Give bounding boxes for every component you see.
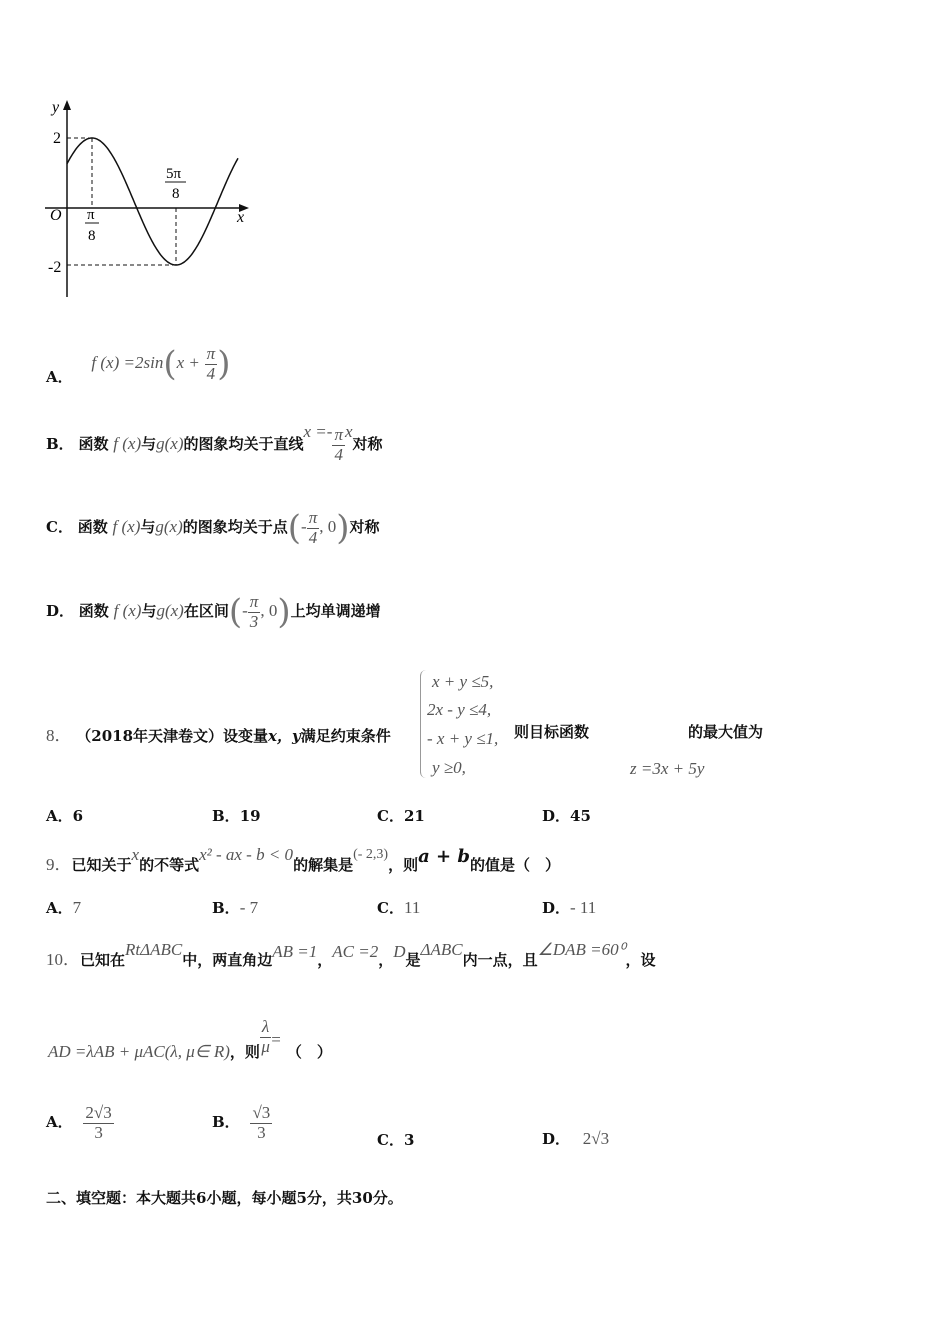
option-label: C． — [46, 518, 73, 536]
text: （ ） — [286, 1043, 332, 1062]
q8-option-b[interactable] — [212, 805, 261, 826]
option-label: C． — [377, 899, 404, 917]
option-label: B． — [212, 1113, 240, 1132]
option-label: C． — [377, 1131, 404, 1149]
q8-option-a[interactable] — [46, 805, 83, 826]
option-value: 7 — [72, 898, 82, 917]
frac-num: π — [206, 343, 216, 363]
frac-num: 2√3 — [85, 1103, 112, 1122]
x2-num: 5π — [166, 166, 182, 182]
option-value: 6 — [72, 807, 84, 825]
q10-option-c[interactable] — [377, 1129, 414, 1150]
x2-den: 8 — [172, 186, 180, 202]
option-value: 2√3 — [582, 1129, 610, 1148]
y-max-label: 2 — [53, 130, 61, 147]
frac-num: √3 — [252, 1103, 271, 1122]
q9-option-b[interactable] — [212, 897, 258, 918]
expr: x — [131, 845, 140, 864]
option-label: A． — [46, 899, 73, 917]
expr: AC =2 — [332, 942, 379, 961]
expr: a + b — [418, 846, 470, 867]
option-label: B． — [212, 899, 240, 917]
text: 与 — [140, 518, 156, 536]
y-label: y — [52, 99, 60, 116]
text: 已知在 — [80, 951, 126, 969]
text: 的图象均关于直线 — [183, 435, 304, 454]
text: 函数 — [77, 518, 108, 536]
text: 对称 — [352, 435, 383, 454]
text: 的不等式 — [139, 856, 200, 874]
expr: x — [344, 422, 353, 442]
sine-graph — [0, 0, 300, 320]
q7-option-a[interactable]: A． f (x) =2sin(x + $\frac{\pi}{4}$ ) — [46, 343, 231, 386]
frac-num: π — [334, 425, 343, 444]
q10-option-b[interactable] — [212, 1104, 272, 1142]
frac-den: 4 — [334, 444, 343, 464]
constraint: x + y ≤5, — [432, 672, 494, 691]
text: 函数 — [78, 602, 109, 620]
question-number: 9． — [46, 855, 72, 874]
source: （2018年天津卷文） — [76, 727, 224, 745]
text: ， — [378, 951, 394, 969]
option-label: D． — [542, 807, 571, 825]
q7-option-c[interactable]: C． 函数 f (x)与g(x)的图象均关于点(- $\frac{\pi}{4}$ , 0)对称 — [46, 507, 380, 548]
expr: f (x) — [112, 517, 141, 536]
text: ，设 — [625, 951, 656, 969]
q8-stem — [46, 721, 391, 746]
text: 内一点，且 — [462, 951, 538, 969]
text: 设变量 — [223, 727, 269, 745]
question-number: 10． — [46, 950, 80, 969]
text: 的值是（ ） — [469, 856, 560, 874]
text: 对称 — [349, 518, 380, 536]
q9-option-a[interactable] — [46, 897, 81, 918]
constraint: 2x - y ≤4, — [427, 700, 492, 719]
y-axis-arrow — [63, 100, 71, 110]
option-label: A． — [46, 368, 73, 386]
expr: g(x) — [155, 517, 183, 536]
origin-label: O — [50, 207, 62, 224]
q9-option-c[interactable] — [377, 897, 420, 918]
frac-num: π — [308, 507, 318, 527]
brace — [420, 670, 429, 778]
y-min-label: -2 — [48, 259, 62, 276]
expr: ΔABC — [420, 940, 463, 959]
text: ， — [317, 951, 333, 969]
constraint: - x + y ≤1, — [427, 729, 499, 748]
text: 与 — [141, 435, 157, 454]
text: ，则 — [229, 1043, 260, 1062]
expr: x =- — [303, 422, 333, 442]
frac-den: 3 — [94, 1122, 103, 1142]
expr: , 0 — [319, 517, 337, 536]
text: 上均单调递增 — [290, 602, 381, 620]
text: 中，两直角边 — [182, 951, 273, 969]
option-value: 45 — [570, 807, 591, 825]
text: 则目标函数 — [514, 723, 590, 741]
frac-num: π — [249, 591, 259, 611]
question-number: 8． — [46, 726, 72, 745]
text: 满足约束条件 — [300, 727, 391, 745]
q10-stem-line2 — [48, 1017, 332, 1062]
frac-num: λ — [261, 1017, 270, 1036]
text: 在区间 — [183, 602, 229, 620]
expr: - — [242, 601, 248, 620]
option-label: D． — [542, 1130, 571, 1148]
sine-curve — [67, 138, 238, 265]
expr: AD =λAB + μAC(λ, μ∈ R) — [48, 1042, 230, 1062]
expr: f (x) — [113, 601, 142, 620]
text: ，则 — [388, 856, 419, 874]
text: 是 — [405, 951, 421, 969]
frac-den: 3 — [249, 611, 259, 631]
frac-den: 3 — [257, 1122, 266, 1142]
text: 的图象均关于点 — [182, 518, 288, 536]
option-label: B． — [46, 435, 74, 454]
q7-option-d[interactable]: D． 函数 f (x)与g(x)在区间(- $\frac{\pi}{3}$ , 0)上均单调递增 — [46, 591, 381, 632]
x-label: x — [237, 209, 245, 226]
q10-stem — [46, 940, 656, 970]
section-heading: 二、填空题：本大题共6小题，每小题5分，共30分。 — [46, 1189, 403, 1207]
text: 的解集是 — [293, 856, 354, 874]
expr: , 0 — [260, 601, 278, 620]
frac-den: 4 — [206, 363, 216, 383]
x1-num: π — [87, 207, 95, 223]
q10-option-a[interactable] — [46, 1104, 114, 1142]
option-label: D． — [46, 602, 75, 620]
expr: f (x) — [113, 434, 142, 454]
expr: x + — [176, 353, 200, 372]
q7-option-b[interactable] — [46, 422, 383, 464]
option-label: C． — [377, 807, 404, 825]
expr: g(x) — [156, 434, 184, 454]
expr: D — [393, 942, 406, 961]
expr: ∠DAB =60⁰ — [537, 940, 626, 959]
q10-option-d[interactable] — [542, 1128, 609, 1149]
q9-option-d[interactable] — [542, 897, 596, 918]
expr: - — [301, 517, 307, 536]
frac-den: μ — [261, 1036, 270, 1056]
objective: z =3x + 5y — [630, 759, 705, 778]
text: x，y — [268, 727, 301, 745]
expr: = — [271, 1030, 281, 1050]
expr: AB =1 — [272, 942, 318, 961]
option-value: 11 — [403, 898, 421, 917]
expr: RtΔABC — [125, 940, 183, 959]
frac-den: 4 — [308, 527, 318, 547]
option-label: B． — [212, 807, 240, 825]
expr: (- 2,3) — [353, 847, 389, 862]
q9-stem — [46, 845, 560, 875]
q8-option-d[interactable] — [542, 805, 591, 826]
option-value: 21 — [403, 807, 425, 825]
option-value: - 7 — [239, 898, 259, 917]
option-value: 19 — [239, 807, 261, 825]
option-value: 3 — [403, 1131, 415, 1149]
expr: g(x) — [156, 601, 184, 620]
option-label: A． — [46, 807, 73, 825]
constraint: y ≥0, — [432, 758, 466, 777]
q8-option-c[interactable] — [377, 805, 425, 826]
option-label: D． — [542, 899, 571, 917]
text: 与 — [141, 602, 157, 620]
expr: f (x) =2sin — [91, 353, 164, 372]
x1-den: 8 — [88, 228, 96, 244]
text: 已知关于 — [71, 856, 132, 874]
option-value: - 11 — [570, 898, 597, 917]
expr: x² - ax - b < 0 — [199, 845, 294, 864]
text: 的最大值为 — [688, 723, 764, 741]
option-label: A． — [46, 1113, 73, 1132]
text: 函数 — [78, 435, 109, 454]
